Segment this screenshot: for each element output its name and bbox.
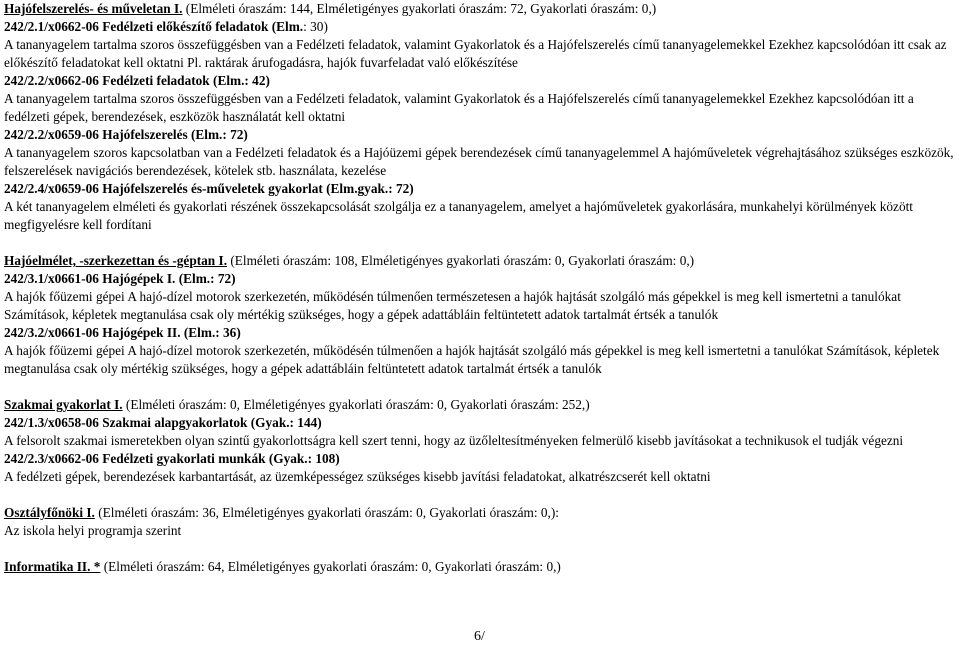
module-description: A fedélzeti gépek, berendezések karbantartását, az üzemképességez szükséges kisebb javítási feladatokat, alkatrészcserét kell oktatni: [4, 469, 711, 484]
module-description: A hajók főüzemi gépei A hajó-dízel motorok szerkezetén, működésén túlmenően a hajók hajtását szolgáló más gépekkel is meg kell ismertetni a tanulókat Számítások, képletek megtanulása csak oly mértékig szükséges, hogy a gépek adattábláin feltüntetett adatok tartalmát értsék a tanulók: [4, 343, 940, 376]
module-description: A tananyagelem szoros kapcsolatban van a Fedélzeti feladatok és a Hajóüzemi gépek berendezések című tananyagelemmel A hajóműveletek végrehajtásához szükséges eszközök, felszerelések navigációs berendezések, kötelek stb. használata, kezelése: [4, 145, 954, 178]
section-title: Hajóelmélet, -szerkezettan és -géptan I.: [4, 253, 228, 268]
section-header: [4, 396, 956, 414]
section-hours: (Elméleti óraszám: 64, Elméletigényes gyakorlati óraszám: 0, Gyakorlati óraszám: 0,): [100, 559, 561, 574]
module-code-text: 242/2.2/x0659-06 Hajófelszerelés (Elm.: [4, 127, 223, 142]
module-code-text: 242/2.3/x0662-06 Fedélzeti gyakorlati munkák (Gyak.: [4, 451, 308, 466]
spacer: [4, 486, 956, 504]
module-hours: : 72): [222, 127, 248, 142]
section-title: Szakmai gyakorlat I.: [4, 397, 123, 412]
spacer: [4, 378, 956, 396]
module-code: [4, 450, 956, 468]
module-code: [4, 324, 956, 342]
module-hours: : 30): [303, 19, 328, 34]
spacer: [4, 540, 956, 558]
section-hours: (Elméleti óraszám: 36, Elméletigényes gyakorlati óraszám: 0, Gyakorlati óraszám: 0,):: [94, 505, 559, 520]
module-hours: : 72): [388, 181, 414, 196]
module-hours: : 72): [210, 271, 236, 286]
module-hours: : 108): [307, 451, 340, 466]
module-code: [4, 270, 956, 288]
module-hours: : 42): [244, 73, 270, 88]
section-hours: (Elméleti óraszám: 0, Elméletigényes gyakorlati óraszám: 0, Gyakorlati óraszám: 252,): [122, 397, 590, 412]
section-note: Az iskola helyi programja szerint: [4, 523, 182, 538]
page-number: 6/: [474, 629, 485, 644]
module-code-text: 242/2.1/x0662-06 Fedélzeti előkészítő feladatok (Elm.: [4, 19, 304, 34]
section-header: [4, 252, 956, 270]
module-code-text: 242/2.2/x0662-06 Fedélzeti feladatok (Elm.: [4, 73, 245, 88]
section-header: [4, 504, 956, 522]
module-code: [4, 72, 956, 90]
section-header: [4, 0, 956, 18]
module-code-text: 242/3.2/x0661-06 Hajógépek II. (Elm.: [4, 325, 216, 340]
module-code-text: 242/1.3/x0658-06 Szakmai alapgyakorlatok (Gyak.: [4, 415, 290, 430]
module-hours: : 144): [289, 415, 322, 430]
section-header: [4, 558, 956, 576]
module-code: [4, 18, 956, 36]
section-hours: (Elméleti óraszám: 144, Elméletigényes gyakorlati óraszám: 72, Gyakorlati óraszám: 0,): [182, 1, 657, 16]
section-title: Informatika II. *: [4, 559, 101, 574]
module-description: A két tananyagelem elméleti és gyakorlati részének összekapcsolását szolgálja ez a tananyagelem, amelyet a hajóműveletek gyakorlására, munkahelyi körülmények között megfigyelésre kell fordítani: [4, 199, 913, 232]
module-code: [4, 126, 956, 144]
spacer: [4, 234, 956, 252]
module-code-text: 242/3.1/x0661-06 Hajógépek I. (Elm.: [4, 271, 211, 286]
module-description: A tananyagelem tartalma szoros összefüggésben van a Fedélzeti feladatok, valamint Gyakorlatok és a Hajófelszerelés című tananyagelemekkel Ezekhez kapcsolódóan itt csak az előkészítő feladatokat kell oktatni Pl. raktárak árufogadásra, hajók fuvarfeladat való előkészítése: [4, 37, 947, 70]
module-code: [4, 414, 956, 432]
module-code-text: 242/2.4/x0659-06 Hajófelszerelés és-műveletek gyakorlat (Elm.gyak.: [4, 181, 389, 196]
module-code: [4, 180, 956, 198]
module-description: A tananyagelem tartalma szoros összefüggésben van a Fedélzeti feladatok, valamint Gyakorlatok és a Hajófelszerelés című tananyagelemekkel Ezekhez kapcsolódóan itt a fedélzeti gépek, berendezések, eszközök használatát kell oktatni: [4, 91, 914, 124]
section-title: Osztályfőnöki I.: [4, 505, 95, 520]
module-description: A felsorolt szakmai ismeretekben olyan szintű gyakorlottságra kell szert tenni, hogy az üzőleltesítményeken felmerülő kisebb javításokat a technikusok el tudják végezni: [4, 433, 904, 448]
document-page: [4, 0, 956, 576]
section-title: Hajófelszerelés- és műveletan I.: [4, 1, 183, 16]
section-hours: (Elméleti óraszám: 108, Elméletigényes gyakorlati óraszám: 0, Gyakorlati óraszám: 0,): [227, 253, 695, 268]
module-hours: : 36): [215, 325, 241, 340]
module-description: A hajók főüzemi gépei A hajó-dízel motorok szerkezetén, működésén túlmenően természetesen a hajók hajtását szolgáló más gépekkel is meg kell ismertetni a tanulókat Számítások, képletek megtanulása csak oly mértékig szükséges, hogy a gépek adattábláin feltüntetett adatok tartalmát értsék a tanulók: [4, 289, 901, 322]
